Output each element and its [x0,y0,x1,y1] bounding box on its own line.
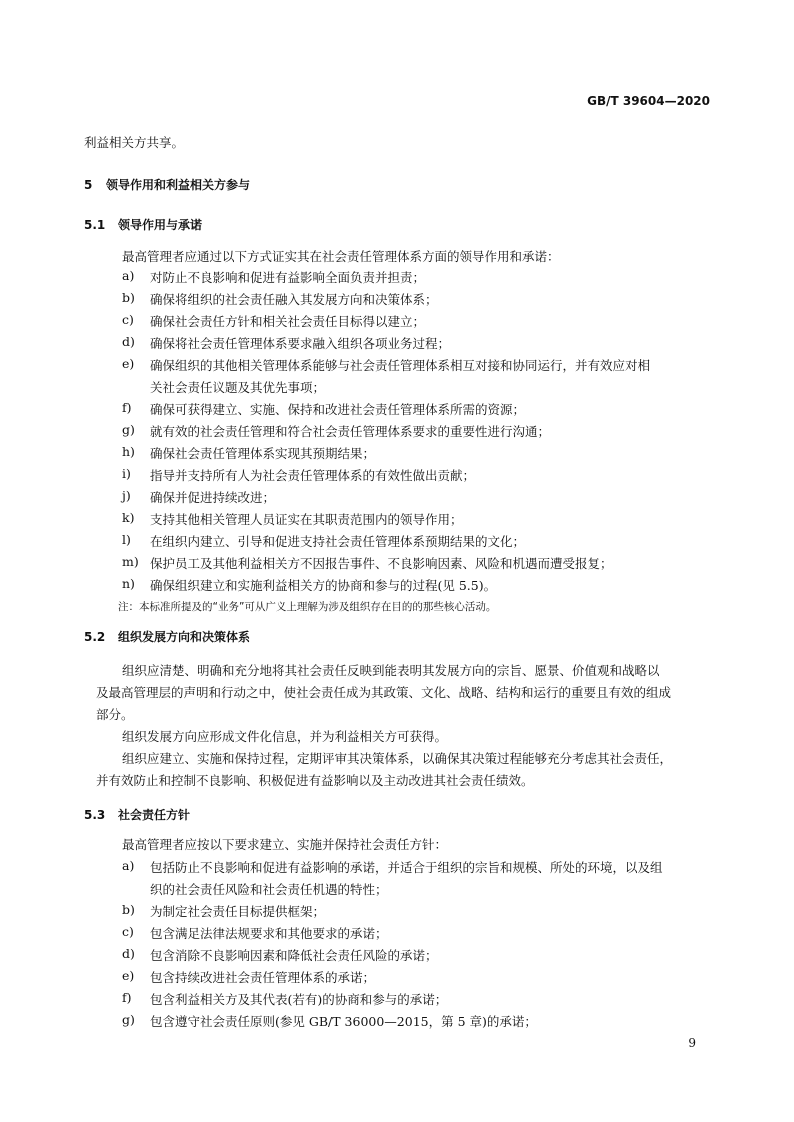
list-item-label: g) [122,422,135,437]
list-item-text: 确保组织的其他相关管理体系能够与社会责任管理体系相互对接和协同运行，并有效应对相 [150,358,651,373]
section-5-heading [84,176,250,194]
list-item-text: 关社会责任议题及其优先事项； [150,380,326,395]
continuation-line: 利益相关方共享。 [84,135,185,150]
list-item-label: j) [122,488,131,503]
list-item-text: 确保并促进持续改进； [150,490,276,505]
list-item [0,444,794,462]
paragraph-line: 部分。 [96,707,134,722]
list-item-label: d) [122,946,135,961]
list-item-text: 对防止不良影响和促进有益影响全面负责并担责； [150,270,426,285]
list-item [0,334,794,352]
section-5-1-number: 5.1 [84,218,106,232]
list-item-text: 织的社会责任风险和社会责任机遇的特性； [150,882,388,897]
list-item [0,576,794,594]
page-number: 9 [688,1036,696,1050]
list-item [0,532,794,550]
list-item-text: 确保将社会责任管理体系要求融入组织各项业务过程； [150,336,451,351]
section-5-3-heading [84,806,190,824]
list-item-text: 确保社会责任方针和相关社会责任目标得以建立； [150,314,426,329]
list-item [0,968,794,986]
list-item [0,422,794,440]
list-item-label: b) [122,902,135,917]
list-item [0,488,794,506]
list-item [0,858,794,876]
list-item-text: 保护员工及其他利益相关方不因报告事件、不良影响因素、风险和机遇而遭受报复； [150,556,613,571]
list-item-label: f) [122,990,132,1005]
list-item [0,902,794,920]
list-item-text: 在组织内建立、引导和促进支持社会责任管理体系预期结果的文化； [150,534,526,549]
list-item-text: 确保社会责任管理体系实现其预期结果； [150,446,376,461]
section-5-2-title: 组织发展方向和决策体系 [118,630,251,644]
section-5-title: 领导作用和利益相关方参与 [106,178,251,192]
list-item-label: a) [122,268,135,283]
list-item [0,466,794,484]
list-item-text: 包含持续改进社会责任管理体系的承诺； [150,970,376,985]
list-item-text: 包含满足法律法规要求和其他要求的承诺； [150,926,388,941]
list-item-label: f) [122,400,132,415]
section-5-1-title: 领导作用与承诺 [118,218,203,232]
list-item-text: 包括防止不良影响和促进有益影响的承诺，并适合于组织的宗旨和规模、所处的环境，以及组 [150,860,663,875]
list-item-label: i) [122,466,131,481]
list-item-label: n) [122,576,135,591]
list-item-text: 确保可获得建立、实施、保持和改进社会责任管理体系所需的资源； [150,402,526,417]
list-item-label: a) [122,858,135,873]
list-item-label: c) [122,312,134,327]
list-item-text: 支持其他相关管理人员证实在其职责范围内的领导作用； [150,512,463,527]
list-item [0,356,794,374]
standard-number-header: GB/T 39604—2020 [587,94,710,108]
list-item [0,946,794,964]
list-item-label: e) [122,356,135,371]
list-item-label: e) [122,968,135,983]
list-item-continuation [0,880,794,898]
list-item-label: h) [122,444,135,459]
list-item-text: 包含遵守社会责任原则(参见 GB/T 36000—2015，第 5 章)的承诺； [150,1014,537,1029]
note-text: 注：本标准所提及的“业务”可从广义上理解为涉及组织存在目的的那些核心活动。 [118,601,497,613]
list-item [0,554,794,572]
paragraph-line: 并有效防止和控制不良影响、积极促进有益影响以及主动改进其社会责任绩效。 [96,773,534,788]
paragraph-line: 组织应建立、实施和保持过程，定期评审其决策体系，以确保其决策过程能够充分考虑其社会责任， [122,751,673,766]
paragraph-line: 组织发展方向应形成文件化信息，并为利益相关方可获得。 [122,729,448,744]
list-item-text: 为制定社会责任目标提供框架； [150,904,326,919]
list-item [0,400,794,418]
list-item-text: 包含消除不良影响因素和降低社会责任风险的承诺； [150,948,438,963]
paragraph-line: 组织应清楚、明确和充分地将其社会责任反映到能表明其发展方向的宗旨、愿景、价值观和战略以 [122,663,660,678]
list-item [0,268,794,286]
list-item-label: c) [122,924,134,939]
list-item-text: 就有效的社会责任管理和符合社会责任管理体系要求的重要性进行沟通； [150,424,551,439]
section-5-1-heading [84,216,202,234]
list-item-text: 确保将组织的社会责任融入其发展方向和决策体系； [150,292,438,307]
list-item-continuation [0,378,794,396]
list-item [0,312,794,330]
list-item-label: b) [122,290,135,305]
section-5-3-intro: 最高管理者应按以下要求建立、实施并保持社会责任方针： [122,837,448,852]
list-item [0,1012,794,1030]
list-item [0,290,794,308]
section-5-3-number: 5.3 [84,808,106,822]
list-item-label: d) [122,334,135,349]
section-5-number: 5 [84,178,93,192]
paragraph-line: 及最高管理层的声明和行动之中，使社会责任成为其政策、文化、战略、结构和运行的重要且有效的组成 [96,685,672,700]
list-item-text: 指导并支持所有人为社会责任管理体系的有效性做出贡献； [150,468,476,483]
list-item-text: 确保组织建立和实施利益相关方的协商和参与的过程(见 5.5)。 [150,578,497,593]
list-item-text: 包含利益相关方及其代表(若有)的协商和参与的承诺； [150,992,448,1007]
section-5-1-intro: 最高管理者应通过以下方式证实其在社会责任管理体系方面的领导作用和承诺： [122,249,560,264]
list-item [0,990,794,1008]
list-item [0,924,794,942]
list-item [0,510,794,528]
list-item-label: l) [122,532,131,547]
list-item-label: k) [122,510,135,525]
list-item-label: g) [122,1012,135,1027]
section-5-2-number: 5.2 [84,630,106,644]
section-5-2-heading [84,628,250,646]
list-item-label: m) [122,554,139,569]
section-5-3-title: 社会责任方针 [118,808,191,822]
